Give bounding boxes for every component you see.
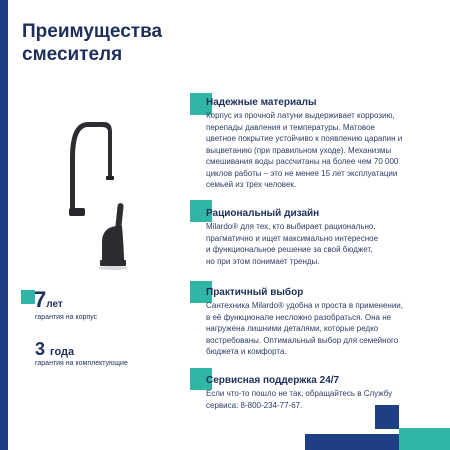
feature-1-text: Корпус из прочной латуни выдерживает коррозию, перепады давления и температуры. Матовое цветное покрытие устойчиво к появлению царапин и выцветанию (при правильном уходе). Механизмы смешивания воды рассчитаны на более чем 70 000 циклов работы – это не менее 15 лет эксплуатации семьей из трех человек. <box>206 111 403 189</box>
feature-1-title: Надежные материалы <box>206 97 317 108</box>
corner-square-navy-top <box>375 405 399 429</box>
page-title <box>22 20 162 66</box>
warranty-1-number: 7лет <box>34 287 63 312</box>
warranty-2-number: 3 года <box>35 339 75 359</box>
feature-4-title: Сервисная поддержка 24/7 <box>206 375 340 386</box>
title-line-2: смесителя <box>22 44 123 65</box>
feature-2-title: Рациональный дизайн <box>206 208 320 219</box>
faucet-image <box>30 110 140 290</box>
corner-square-teal <box>399 428 450 450</box>
feature-2-text: Milardo® для тех, кто выбирает рационально, прагматично и ищет максимально интересное и функциональное решение за свой бюджет, но при этом понимает тренды. <box>206 222 379 266</box>
feature-3-text: Сантехника Milardo® удобна и проста в применении, в её функционале несложно разобраться. Она не нагружена лишними деталями, которые редко востребованы. Оптимальный выбор для семейного бюджета и комфорта. <box>206 301 403 356</box>
warranty-2-caption: гарантия на комплектующие <box>35 360 128 367</box>
warranty-1-caption: гарантия на корпус <box>35 314 98 321</box>
warranty-1-marker <box>21 290 35 304</box>
feature-3-title: Практичный выбор <box>206 287 304 298</box>
title-line-1: Преимущества <box>22 21 163 42</box>
feature-4-text: Если что-то пошло не так, обращайтесь в Службу сервиса: 8-800-234-77-67. <box>206 389 393 410</box>
corner-bar-navy <box>305 434 401 450</box>
left-accent-bar <box>0 0 8 450</box>
